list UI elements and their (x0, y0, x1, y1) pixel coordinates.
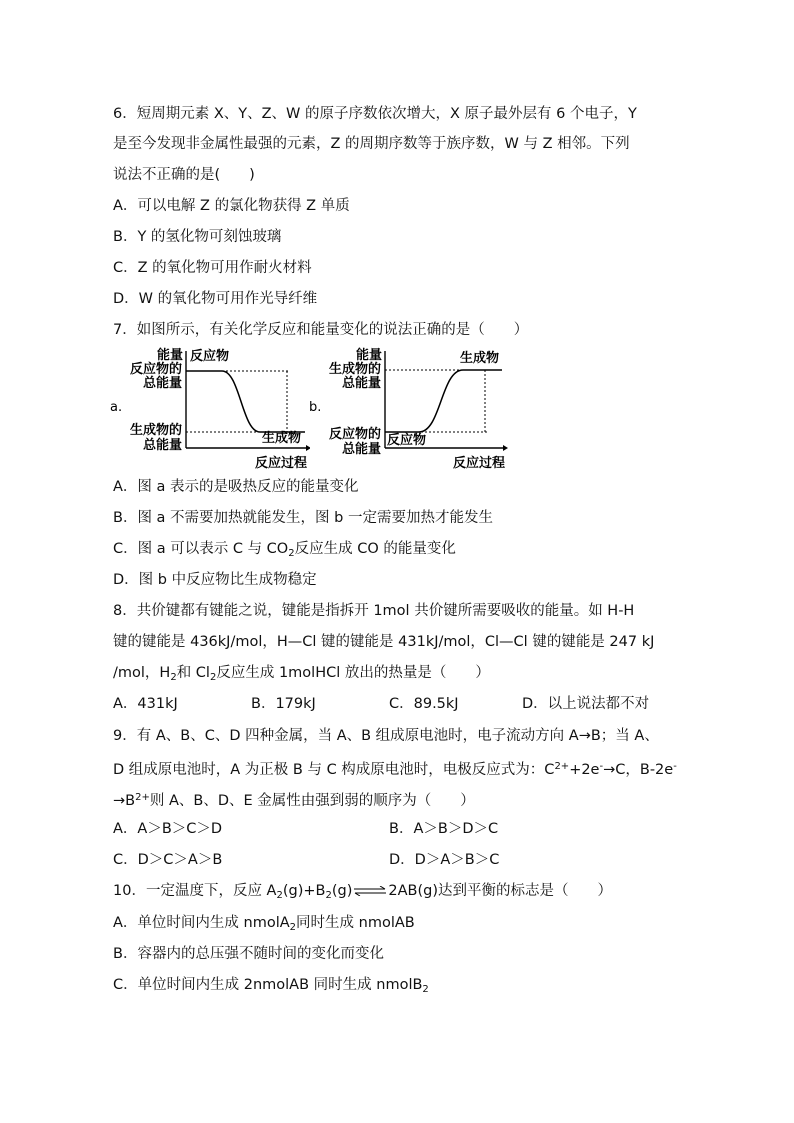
q9-option-a: A．A＞B＞C＞D (113, 821, 223, 837)
q9-option-b: B．A＞B＞D＞C (389, 821, 499, 837)
q7-stem: 7．如图所示，有关化学反应和能量变化的说法正确的是（ ） (113, 322, 529, 338)
q7-option-b: B．图 a 不需要加热就能发生，图 b 一定需要加热才能发生 (113, 510, 493, 526)
figure-a-lower-level-label: 生成物的 (130, 423, 183, 438)
q8-stem-line2: 键的键能是 436kJ/mol，H—Cl 键的键能是 431kJ/mol，Cl—Cl 键的键能是 247 kJ (113, 634, 655, 650)
figure-b-upper-level-label: 生成物的 (329, 362, 382, 377)
q6-option-d: D．W 的氧化物可用作光导纤维 (113, 291, 318, 307)
equilibrium-arrow-icon (353, 886, 387, 896)
q10-option-b: B．容器内的总压强不随时间的变化而变化 (113, 946, 384, 962)
q9-option-d: D．D＞A＞B＞C (389, 852, 500, 868)
figure-a-reactant-label: 反应物 (190, 349, 230, 364)
figure-a-x-axis-label: 反应过程 (255, 456, 308, 471)
q8-stem-line1: 8．共价键都有键能之说，键能是指拆开 1mol 共价键所需要吸收的能量。如 H-H (113, 603, 635, 619)
figure-a-product-label: 生成物 (262, 431, 302, 446)
figure-b-y-axis-label: 能量 (356, 348, 383, 363)
q9-stem-line3: $\to B^{2+}$则 A、B、D、E 金属性由强到弱的顺序为（ ） (113, 792, 475, 809)
energy-diagram-b (307, 345, 512, 473)
figure-b-product-label: 生成物 (460, 351, 500, 366)
q6-option-b: B．Y 的氢化物可刻蚀玻璃 (113, 229, 282, 245)
q9-stem-line1: 9．有 A、B、C、D 四种金属，当 A、B 组成原电池时，电子流动方向 A→B；当 A、 (113, 728, 659, 744)
figure-a-upper-level-label: 反应物的 (130, 362, 183, 377)
q7-option-d: D．图 b 中反应物比生成物稳定 (113, 572, 317, 588)
q8-option-d: D．以上说法都不对 (522, 696, 650, 712)
q10-stem: 10．一定温度下，反应 $A_2(g)+B_2(g)$ 2AB(g)达到平衡的标志是（ ） (113, 883, 612, 901)
figure-b-reactant-label: 反应物 (387, 433, 427, 448)
q10-option-a: A．单位时间内生成 nmolA$_2$同时生成 nmolAB (113, 915, 415, 933)
figure-a-upper-level-label2: 总能量 (143, 376, 183, 391)
figure-a-y-axis-label: 能量 (157, 348, 184, 363)
figure-a-lower-level-label2: 总能量 (143, 438, 183, 453)
q6-option-a: A．可以电解 Z 的氯化物获得 Z 单质 (113, 198, 350, 214)
q7-option-a: A．图 a 表示的是吸热反应的能量变化 (113, 479, 359, 495)
q8-stem-line3: /mol，$H_2$和 $Cl_2$反应生成 1molHCl 放出的热量是（ ） (113, 665, 490, 683)
figure-a-label: a. (110, 400, 123, 415)
figure-b-x-axis-label: 反应过程 (453, 456, 506, 471)
q6-stem-line3: 说法不正确的是( ) (113, 167, 255, 183)
q8-option-a: A．431kJ (113, 696, 178, 712)
energy-diagram-a (110, 345, 310, 473)
q10-option-c: C．单位时间内生成 2nmolAB 同时生成 nmolB$_2$ (113, 977, 429, 995)
q9-option-c: C．D＞C＞A＞B (113, 852, 223, 868)
figure-b-energy-curve (385, 370, 502, 432)
q7-option-c: C．图 a 可以表示 C 与 $CO_2$反应生成 CO 的能量变化 (113, 541, 456, 559)
q9-stem-line2: D 组成原电池时，A 为正极 B 与 C 构成原电池时，电极反应式为：$C^{2+}+2e^-\to C$，B-2e- (113, 761, 677, 778)
q8-option-b: B．179kJ (251, 696, 316, 712)
q6-stem-line1: 6．短周期元素 X、Y、Z、W 的原子序数依次增大，X 原子最外层有 6 个电子，Y (113, 106, 637, 122)
q6-option-c: C．Z 的氧化物可用作耐火材料 (113, 260, 312, 276)
figure-b-lower-level-label2: 总能量 (342, 442, 382, 457)
figure-b-upper-level-label2: 总能量 (342, 376, 382, 391)
figure-b-label: b. (309, 400, 322, 415)
q6-stem-line2: 是至今发现非金属性最强的元素，Z 的周期序数等于族序数，W 与 Z 相邻。下列 (113, 136, 630, 152)
q8-option-c: C．89.5kJ (389, 696, 459, 712)
figure-b-lower-level-label: 反应物的 (329, 427, 382, 442)
